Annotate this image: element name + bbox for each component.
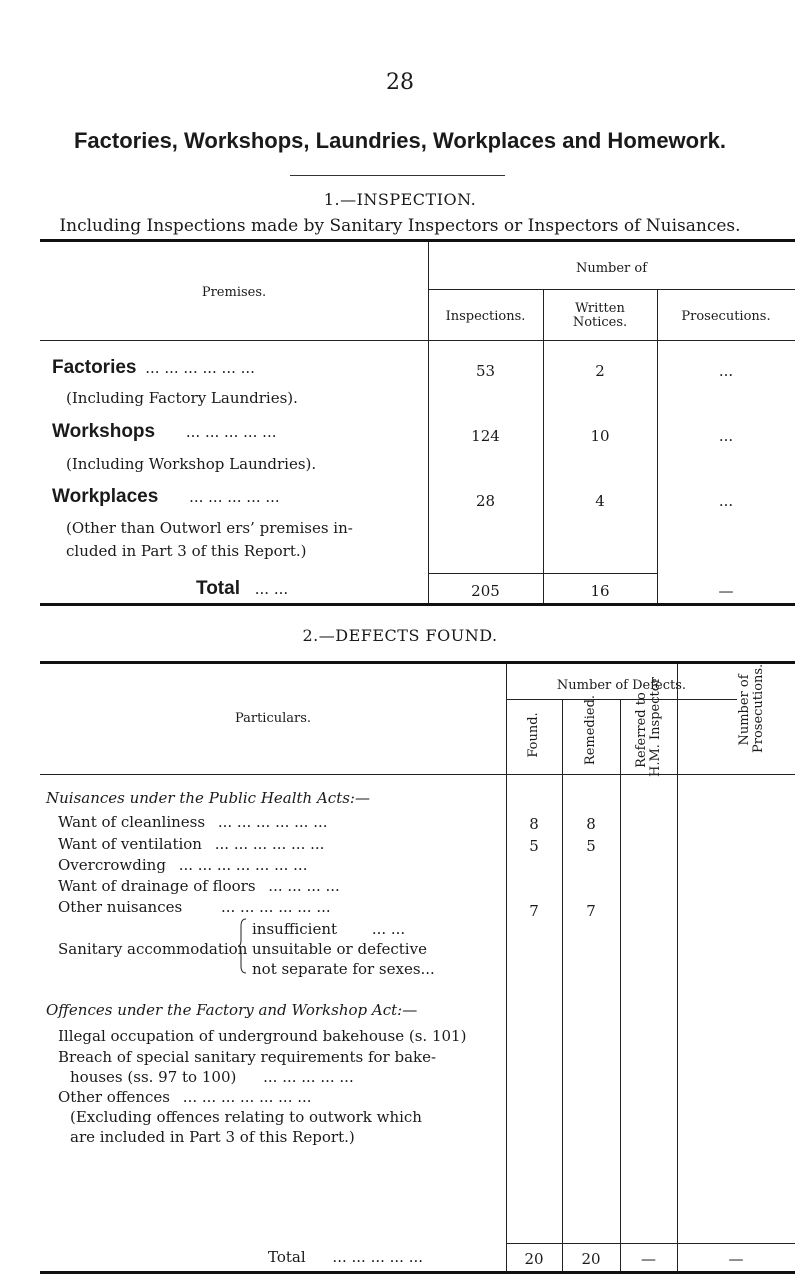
row-note: (Including Factory Laundries). [66,389,298,407]
title-divider [290,175,505,176]
sanitary-option-insufficient [252,920,405,938]
offences-heading: Offences under the Factory and Workshop Act:— [46,1001,418,1019]
cell-remedied: 5 [586,837,596,855]
col-referred-line1: Referred to [634,692,649,768]
leader-dots: ... ... [371,920,406,938]
col-prosecutions: Prosecutions. [681,309,771,324]
offence-row: Breach of special sanitary requirements for bake- [58,1048,437,1066]
cell-found: 8 [529,815,539,833]
option-label: insufficient [252,920,338,938]
total-referred: — [641,1250,656,1268]
offence-label: Other offences [58,1088,171,1106]
defect-row [58,835,324,853]
brace-icon [238,918,248,974]
cell-remedied: 7 [586,902,596,920]
row-factories [52,357,255,379]
page-number: 28 [386,70,414,95]
leader-dots: ... ... ... ... [268,877,340,895]
defect-row [58,898,331,916]
defect-row [58,813,328,831]
leader-dots: ... ... ... ... ... [332,1248,424,1266]
leader-dots: ... ... ... ... ... ... [220,898,331,916]
cell-remedied: 8 [586,815,596,833]
total-prosecutions: — [728,1250,744,1268]
col-prosecutions-line1: Number of [737,674,752,746]
row-name: Workshops [52,421,156,442]
offence-note: are included in Part 3 of this Report.) [70,1128,355,1146]
page-title: Factories, Workshops, Laundries, Workplaces and Homework. [73,128,727,153]
col-number-of-defects: Number of Defects. [556,678,687,693]
col-referred-line2: H.M. Inspector [648,677,663,777]
cell-found: 7 [529,902,539,920]
defect-row [58,856,307,874]
offence-note: (Excluding offences relating to outwork which [70,1108,422,1126]
cell-inspections: 124 [471,427,500,445]
leader-dots: ... ... ... ... ... ... ... [178,856,308,874]
total-notices: 16 [590,582,610,600]
offence-row [58,1088,312,1106]
total-row [268,1248,423,1266]
leader-dots: ... ... ... ... ... ... [217,813,328,831]
row-note-2: cluded in Part 3 of this Report.) [66,542,307,560]
cell-notices: 2 [595,362,605,380]
defect-label: Other nuisances [58,898,183,916]
row-note-1: (Other than Outworl ers’ premises in- [66,519,353,537]
col-written-line1: Written [575,301,625,316]
leader-dots: ... ... ... ... ... ... [214,835,325,853]
leader-dots: ... ... ... ... ... [263,1068,354,1086]
defect-label: Want of drainage of floors [58,877,256,895]
offence-row: Illegal occupation of underground bakehouse (s. 101) [58,1027,467,1045]
col-written-notices [543,302,657,330]
col-found: Found. [526,712,541,758]
offence-label: houses (ss. 97 to 100) [70,1068,237,1086]
total-prosecutions: — [718,582,734,600]
defect-label: Want of ventilation [58,835,202,853]
col-premises: Premises. [201,285,267,300]
row-name: Workplaces [52,486,159,507]
cell-prosecutions: ... [718,427,734,445]
col-number-of: Number of [575,261,648,276]
total-found: 20 [524,1250,544,1268]
total-inspections: 205 [471,582,500,600]
section2-heading: 2.—DEFECTS FOUND. [302,626,498,645]
sanitary-option-unsuitable: unsuitable or defective [252,940,427,958]
total-remedied: 20 [581,1250,601,1268]
cell-found: 5 [529,837,539,855]
row-workshops [52,421,276,443]
leader-dots: ... ... ... ... ... [185,423,277,441]
cell-notices: 4 [595,492,605,510]
total-row [196,578,288,600]
defect-row [58,877,340,895]
defect-label: Want of cleanliness [58,813,206,831]
cell-prosecutions: ... [718,362,734,380]
sanitary-label: Sanitary accommodation [58,940,248,958]
leader-dots: ... ... ... ... ... [189,488,280,506]
row-name: Factories [52,357,137,378]
col-inspections: Inspections. [445,309,526,324]
leader-dots: ... ... ... ... ... ... ... [182,1088,312,1106]
total-label: Total [196,578,240,599]
leader-dots: ... ... [254,580,289,598]
sanitary-option-not-separate: not separate for sexes... [252,960,435,978]
section1-subheading: Including Inspections made by Sanitary Inspectors or Inspectors of Nuisances. [59,216,741,236]
defect-label: Overcrowding [58,856,166,874]
cell-inspections: 28 [475,492,496,510]
col-remedied: Remedied. [583,694,598,766]
col-referred [634,677,665,777]
row-workplaces [52,486,280,508]
nuisances-heading: Nuisances under the Public Health Acts:— [46,789,370,807]
col-prosecutions-line2: Prosecutions. [751,663,766,753]
col-written-line2: Notices. [572,315,628,330]
total-label: Total [268,1248,306,1266]
cell-inspections: 53 [475,362,496,380]
offence-row-cont [70,1068,354,1086]
cell-notices: 10 [590,427,610,445]
section1-heading: 1.—INSPECTION. [323,190,477,209]
leader-dots: ... ... ... ... ... ... [145,359,255,377]
cell-prosecutions: ... [718,492,734,510]
col-number-of-prosecutions [737,663,768,753]
row-note: (Including Workshop Laundries). [66,455,317,473]
col-particulars: Particulars. [234,711,312,726]
